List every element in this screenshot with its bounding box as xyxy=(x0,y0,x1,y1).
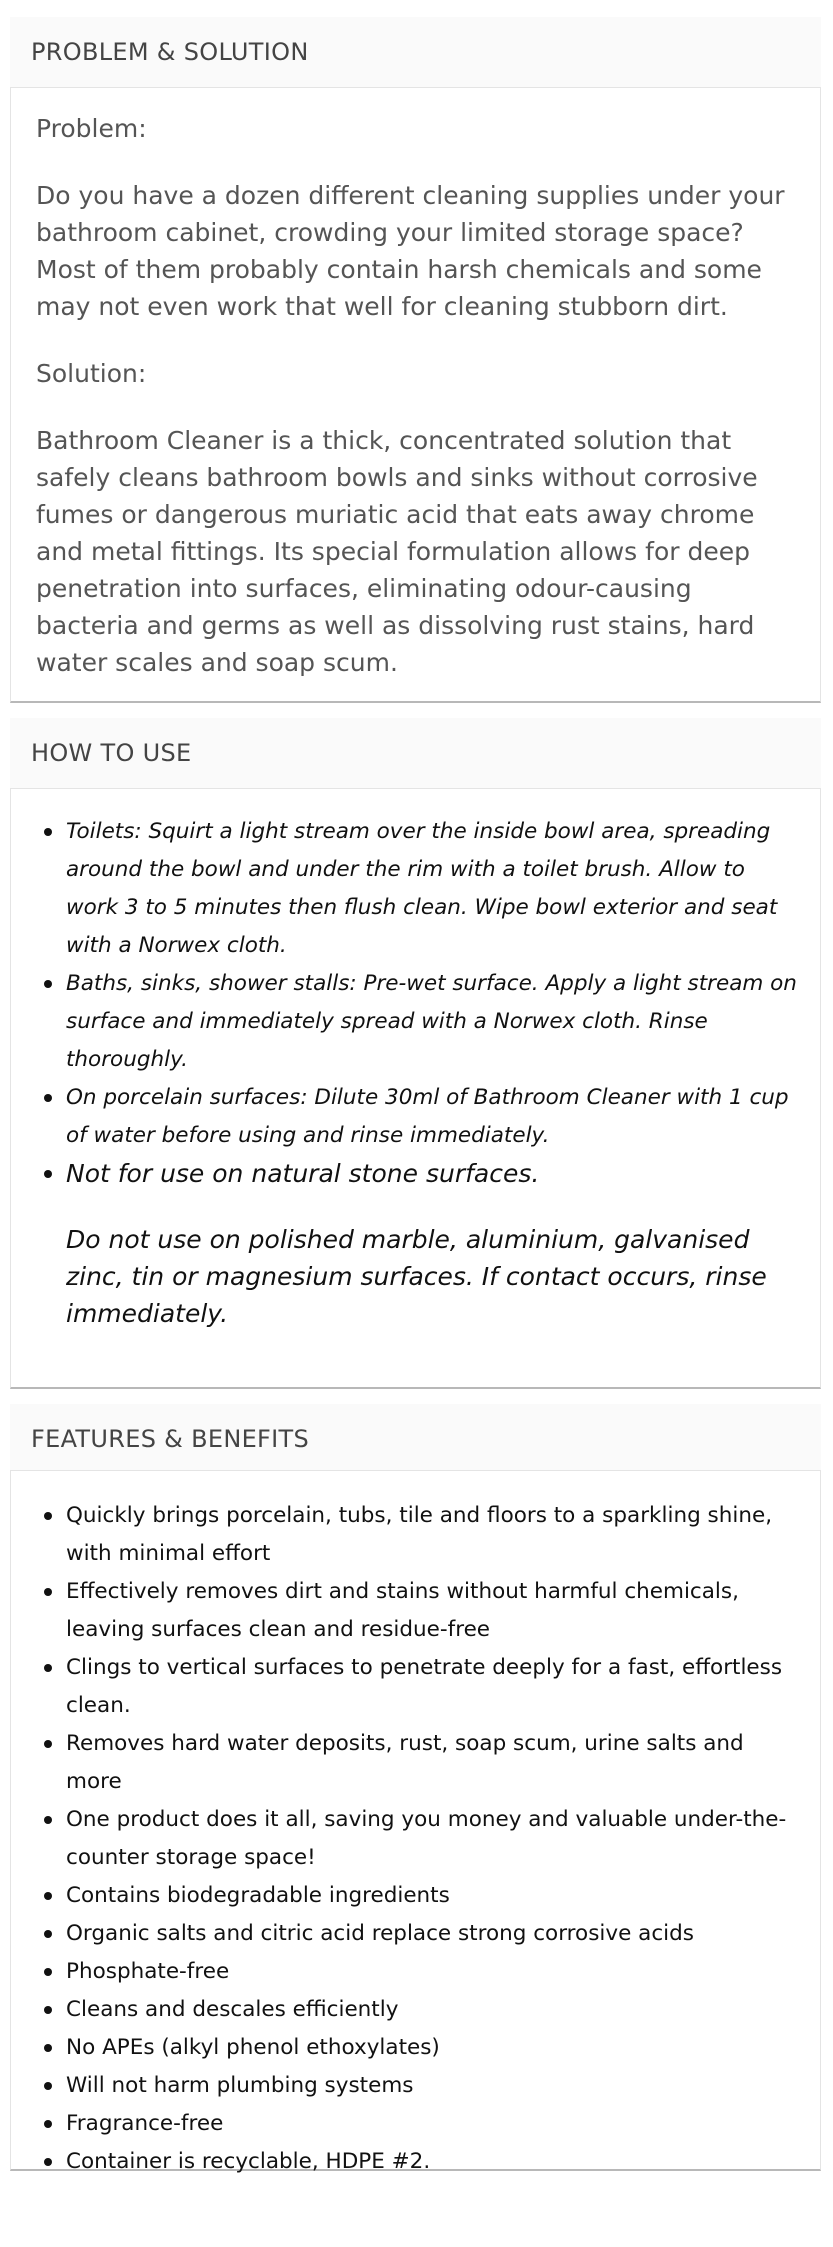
list-item: Quickly brings porcelain, tubs, tile and floors to a sparkling shine, with minimal effort xyxy=(11,1497,800,1573)
solution-label: Solution: xyxy=(36,359,147,388)
list-item: Contains biodegradable ingredients xyxy=(11,1877,800,1915)
features-title: FEATURES & BENEFITS xyxy=(31,1425,310,1453)
list-item: Cleans and descales efficiently xyxy=(11,1991,800,2029)
list-item: Fragrance-free xyxy=(11,2105,800,2143)
list-item: Will not harm plumbing systems xyxy=(11,2067,800,2105)
list-item: Container is recyclable, HDPE #2. xyxy=(11,2143,800,2181)
how-to-use-header xyxy=(10,718,821,788)
list-item: Effectively removes dirt and stains without harmful chemicals, leaving surfaces clean and residue-free xyxy=(11,1573,800,1649)
list-item: No APEs (alkyl phenol ethoxylates) xyxy=(11,2029,800,2067)
list-item: One product does it all, saving you money and valuable under-the-counter storage space! xyxy=(11,1801,800,1877)
list-item: Removes hard water deposits, rust, soap scum, urine salts and more xyxy=(11,1725,800,1801)
how-to-use-title: HOW TO USE xyxy=(31,739,192,767)
solution-text: Bathroom Cleaner is a thick, concentrated solution that safely cleans bathroom bowls and sinks without corrosive fumes or dangerous muriatic acid that eats away chrome and metal fittings. Its special formulation allows for deep penetration into surfaces, eliminating odour-causing bacteria and germs as well as dissolving rust stains, hard water scales and soap scum. xyxy=(36,426,758,677)
warning-text: Not for use on natural stone surfaces. xyxy=(66,1159,540,1188)
problem-solution-header xyxy=(10,17,821,87)
features-panel xyxy=(10,1470,821,2174)
list-item: Baths, sinks, shower stalls: Pre-wet surface. Apply a light stream on surface and immediately spread with a Norwex cloth. Rinse thoroughly. xyxy=(11,965,800,1079)
problem-text: Do you have a dozen different cleaning supplies under your bathroom cabinet, crowding your limited storage space? Most of them probably contain harsh chemicals and some may not even work that well for cleaning stubborn dirt. xyxy=(36,181,785,321)
list-item: Toilets: Squirt a light stream over the inside bowl area, spreading around the bowl and under the rim with a toilet brush. Allow to work 3 to 5 minutes then flush clean. Wipe bowl exterior and seat with a Norwex cloth. xyxy=(11,813,800,965)
problem-label: Problem: xyxy=(36,114,147,143)
warning-extra-text: Do not use on polished marble, aluminium, galvanised zinc, tin or magnesium surfaces. If contact occurs, rinse immediately. xyxy=(66,1225,767,1328)
list-item: Clings to vertical surfaces to penetrate deeply for a fast, effortless clean. xyxy=(11,1649,800,1725)
features-header xyxy=(10,1404,821,1474)
how-to-use-panel xyxy=(10,788,821,1389)
problem-solution-panel xyxy=(10,87,821,703)
warning-item xyxy=(11,1155,800,1332)
list-item: On porcelain surfaces: Dilute 30ml of Bathroom Cleaner with 1 cup of water before using and rinse immediately. xyxy=(11,1079,800,1155)
list-item: Organic salts and citric acid replace strong corrosive acids xyxy=(11,1915,800,1953)
problem-solution-title: PROBLEM & SOLUTION xyxy=(31,38,309,66)
list-item: Phosphate-free xyxy=(11,1953,800,1991)
